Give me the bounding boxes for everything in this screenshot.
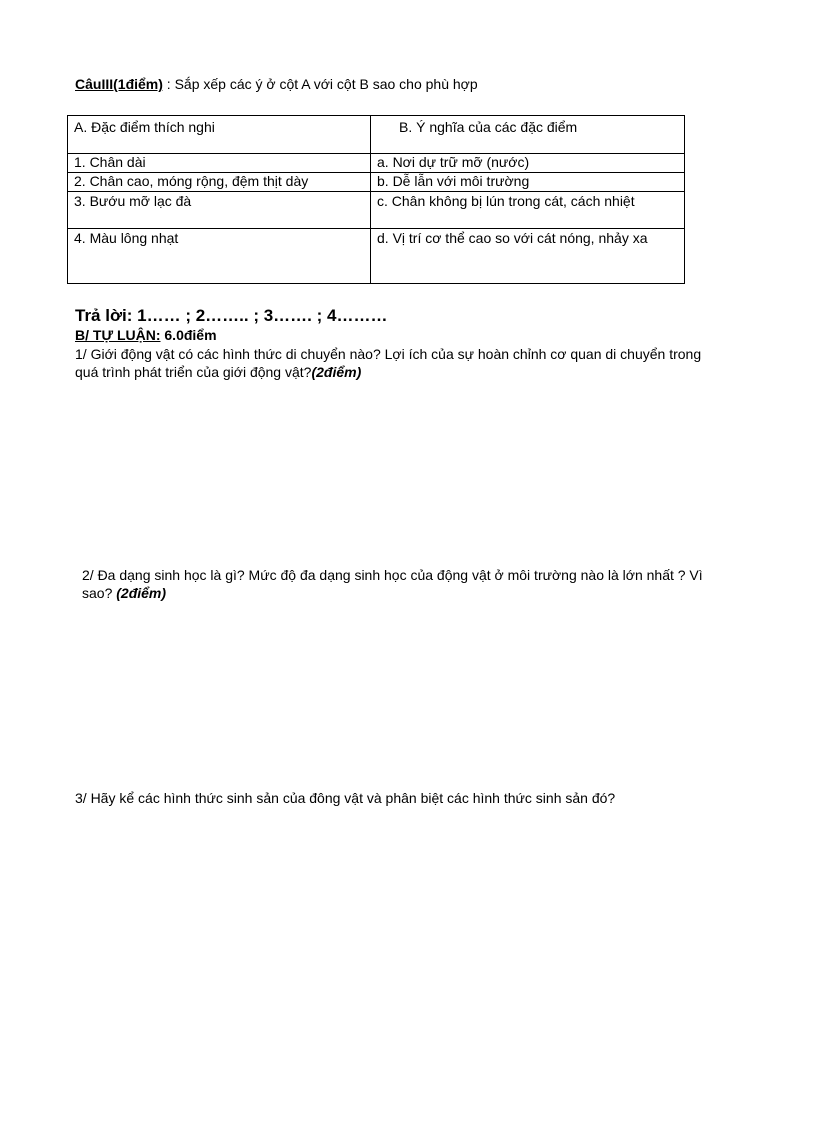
essay-section-heading xyxy=(75,327,217,343)
question-2-points: (2điểm) xyxy=(116,585,167,601)
column-a-header: A. Đặc điểm thích nghi xyxy=(68,116,371,154)
section-3-heading xyxy=(75,76,478,92)
essay-question-1 xyxy=(75,345,715,381)
essay-question-3 xyxy=(75,789,755,807)
table-cell-b: a. Nơi dự trữ mỡ (nước) xyxy=(371,154,685,173)
table-header-row xyxy=(68,116,685,154)
section-3-label: CâuIII(1điểm) xyxy=(75,76,163,92)
table-cell-a: 1. Chân dài xyxy=(68,154,371,173)
table-cell-b: d. Vị trí cơ thể cao so với cát nóng, nhảy xa xyxy=(371,229,685,284)
table-row xyxy=(68,229,685,284)
table-cell-a: 4. Màu lông nhạt xyxy=(68,229,371,284)
table-cell-b: b. Dễ lẫn với môi trường xyxy=(371,173,685,192)
essay-question-2 xyxy=(82,566,722,602)
table-cell-a: 2. Chân cao, móng rộng, đệm thịt dày xyxy=(68,173,371,192)
essay-section-points: 6.0điểm xyxy=(160,327,217,343)
matching-table xyxy=(67,115,685,284)
question-2-text: 2/ Đa dạng sinh học là gì? Mức độ đa dạng sinh học của động vật ở môi trường nào là lớn nhất ? Vì sao? xyxy=(82,567,703,601)
section-3-instruction: : Sắp xếp các ý ở cột A với cột B sao cho phù hợp xyxy=(162,76,478,92)
question-1-text: 1/ Giới động vật có các hình thức di chuyển nào? Lợi ích của sự hoàn chỉnh cơ quan di chuyển trong quá trình phát triển của giới động vật? xyxy=(75,346,702,380)
column-b-header: B. Ý nghĩa của các đặc điểm xyxy=(371,116,685,154)
table-cell-a: 3. Bướu mỡ lạc đà xyxy=(68,192,371,229)
essay-section-label: B/ TỰ LUẬN: xyxy=(75,327,161,343)
question-1-points: (2điểm) xyxy=(311,364,362,380)
answer-line: Trả lời: 1…… ; 2…….. ; 3……. ; 4……… xyxy=(75,306,388,325)
table-row xyxy=(68,192,685,229)
table-row xyxy=(68,154,685,173)
table-row xyxy=(68,173,685,192)
question-3-text: 3/ Hãy kể các hình thức sinh sản của đông vật và phân biệt các hình thức sinh sản đó? xyxy=(75,790,616,806)
table-cell-b: c. Chân không bị lún trong cát, cách nhiệt xyxy=(371,192,685,229)
